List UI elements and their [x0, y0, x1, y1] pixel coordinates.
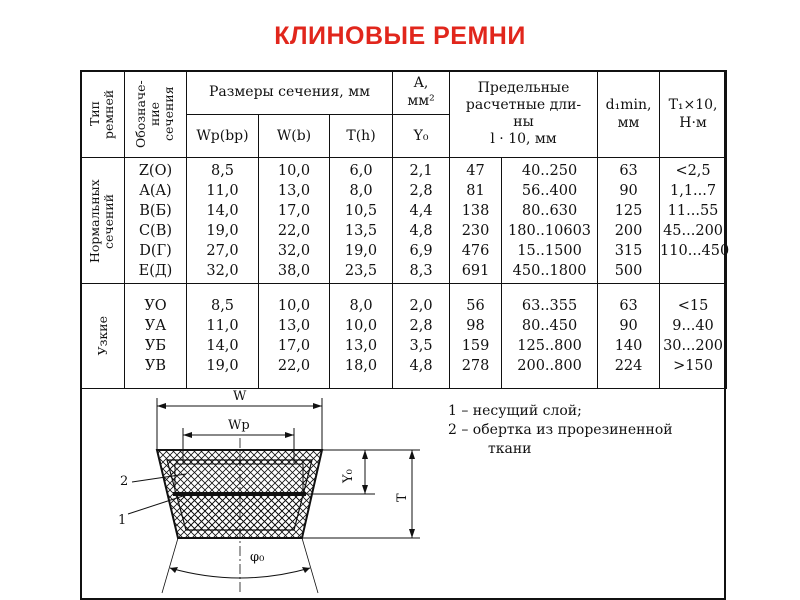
area-header-top: A, [413, 75, 429, 92]
table-cell: D(Г) [139, 242, 172, 259]
table-cell: 15..1500 [517, 242, 582, 259]
area-header [393, 71, 450, 115]
table-cell: 17,0 [277, 202, 311, 219]
table-cell: 4,8 [409, 358, 433, 374]
table-cell: A(A) [139, 182, 172, 199]
y0-label: Y₀ [341, 469, 356, 483]
wp-header: Wp(bp) [187, 114, 259, 158]
table-cell: 1,1...7 [669, 182, 717, 199]
table-cell: 159 [461, 338, 490, 354]
angle-ray-right [302, 538, 318, 593]
table-cell: 63 [619, 298, 638, 314]
table-cell: 13,5 [344, 222, 378, 239]
w-label: W [233, 389, 247, 404]
legend-item-1: 1 – несущий слой; [448, 403, 582, 419]
table-cell: 98 [466, 318, 485, 334]
length-header-line3: ны [513, 114, 534, 130]
table-cell: <15 [677, 298, 709, 314]
table-cell: 691 [461, 262, 490, 279]
table-cell: 22,0 [277, 358, 311, 374]
angle-ray-left [162, 538, 178, 593]
table-cell: 10,0 [277, 298, 311, 314]
table-cell: 23,5 [344, 262, 378, 279]
column-y0 [393, 284, 450, 389]
callout-2: 2 [120, 474, 129, 489]
table-cell: 32,0 [206, 262, 239, 279]
table-cell: 8,5 [210, 162, 235, 179]
table-cell: 63 [619, 162, 638, 179]
torque-header [660, 71, 727, 158]
column-t [330, 158, 393, 284]
table-cell: 9...40 [672, 318, 714, 334]
table-cell: 14,0 [206, 202, 239, 219]
table-cell: 56 [466, 298, 485, 314]
table-cell: 30...200 [663, 338, 724, 354]
table-cell: 476 [461, 242, 490, 259]
table-cell: 13,0 [277, 318, 311, 334]
table-cell: 230 [461, 222, 490, 239]
group-row-narrow [81, 284, 727, 389]
belt-cross-section-diagram [100, 378, 440, 600]
table-cell: 2,0 [409, 298, 433, 314]
table-cell: 2,8 [409, 182, 433, 199]
dmin-header-line2: мм [617, 115, 640, 131]
type-header-label: Тип ремней [86, 89, 116, 139]
length-header-line1: Предельные [477, 80, 570, 96]
table-cell: 180..10603 [508, 222, 592, 239]
column-w [259, 158, 330, 284]
table-cell: 80..630 [521, 202, 578, 219]
length-header-line2: расчетные дли- [465, 97, 582, 113]
table-cell: 125..800 [517, 338, 582, 354]
table-cell: 22,0 [277, 222, 311, 239]
table-cell: 13,0 [277, 182, 311, 199]
column-t [330, 284, 393, 389]
legend-item-2-cont: ткани [488, 441, 532, 457]
group-type-label: Узкие [94, 316, 110, 356]
torque-header-line1: T₁×10, [668, 97, 718, 113]
table-cell: 45...200 [663, 222, 724, 239]
column-t1 [660, 158, 730, 284]
table-cell: 2,8 [409, 318, 433, 334]
table-cell: 10,0 [277, 162, 311, 179]
table-cell: 4,8 [409, 222, 433, 239]
column-wp [187, 158, 259, 284]
table-cell: 138 [461, 202, 490, 219]
table-cell: Z(O) [138, 162, 173, 179]
table-cell: 10,5 [344, 202, 378, 219]
table-cell: 4,4 [409, 202, 433, 219]
table-cell: 19,0 [206, 222, 239, 239]
table-cell: 90 [619, 182, 638, 199]
table-cell: 19,0 [344, 242, 378, 259]
group-type-cell [81, 284, 125, 389]
table-cell: 315 [614, 242, 643, 259]
table-body [81, 158, 730, 389]
column-y0 [393, 158, 450, 284]
header-row-1 [81, 71, 727, 115]
dmin-header-line1: d₁min, [605, 97, 652, 113]
torque-header-line2: Н·м [679, 115, 707, 131]
table-cell: УА [144, 318, 167, 334]
table-cell: 6,0 [349, 162, 373, 179]
table-cell: B(Б) [139, 202, 172, 219]
table-cell: УБ [144, 338, 167, 354]
table-cell: 17,0 [277, 338, 311, 354]
length-header-line4: l · 10, мм [490, 131, 557, 147]
t-header: T(h) [330, 114, 393, 158]
table-cell: 8,3 [409, 262, 433, 279]
column-sec [125, 158, 187, 284]
table-cell: 8,0 [349, 298, 373, 314]
column-d [598, 284, 660, 389]
column-a [450, 284, 502, 389]
column-d [598, 158, 660, 284]
column-t1 [660, 284, 727, 389]
table-cell: 14,0 [206, 338, 239, 354]
table-cell: 11,0 [206, 318, 239, 334]
table-cell: 18,0 [344, 358, 378, 374]
table-cell: 200..800 [517, 358, 582, 374]
table-cell: 3,5 [409, 338, 433, 354]
group-row-normal [81, 158, 727, 284]
table-cell: >150 [673, 358, 713, 374]
figure-legend [448, 402, 673, 459]
table-cell: 2,1 [409, 162, 433, 179]
table-cell: 32,0 [277, 242, 311, 259]
table-cell: 81 [466, 182, 485, 199]
table-cell: 278 [461, 358, 490, 374]
table-cell: E(Д) [138, 262, 173, 279]
designation-header-label: Обозначе- ние сечения [132, 80, 176, 148]
table-cell: 125 [614, 202, 643, 219]
table-cell: 47 [466, 162, 485, 179]
table-cell: 38,0 [277, 262, 311, 279]
table-cell: 27,0 [206, 242, 239, 259]
table-cell: 6,9 [409, 242, 433, 259]
table-cell: 40..250 [521, 162, 578, 179]
table-cell: C(B) [138, 222, 173, 239]
wp-label: Wp [228, 418, 250, 433]
table-cell: 10,0 [344, 318, 378, 334]
group-type-label: Нормальных сечений [86, 178, 116, 263]
type-header [81, 71, 125, 158]
table-cell: 90 [619, 318, 638, 334]
table-cell: УО [144, 298, 167, 314]
column-l [502, 284, 598, 389]
table-cell [660, 261, 726, 281]
table-cell: <2,5 [675, 162, 711, 179]
column-a [450, 158, 502, 284]
table-cell: 224 [614, 358, 643, 374]
table-cell: 11...55 [667, 202, 719, 219]
column-wp [187, 284, 259, 389]
y0-header: Y₀ [393, 114, 450, 158]
table-cell: 63..355 [521, 298, 578, 314]
designation-header [125, 71, 187, 158]
belt-spec-table [80, 70, 730, 389]
group-type-cell [81, 158, 125, 284]
table-cell: 200 [614, 222, 643, 239]
column-l [502, 158, 598, 284]
w-header: W(b) [259, 114, 330, 158]
dims-header: Размеры сечения, мм [187, 71, 393, 115]
table-cell: 19,0 [206, 358, 239, 374]
area-header-unit: мм² [407, 93, 435, 110]
table-cell: 8,0 [349, 182, 373, 199]
callout-1: 1 [118, 513, 127, 528]
legend-item-2: 2 – обертка из прорезиненной [448, 422, 673, 438]
table-cell: 140 [614, 338, 643, 354]
table-cell: 8,5 [210, 298, 235, 314]
table-cell: 56..400 [521, 182, 578, 199]
table-cell: 13,0 [344, 338, 378, 354]
length-header [450, 71, 598, 158]
table-cell: 11,0 [206, 182, 239, 199]
table-cell: 450..1800 [512, 262, 587, 279]
angle-label: φ₀ [250, 550, 265, 565]
page-title: КЛИНОВЫЕ РЕМНИ [274, 22, 526, 50]
table-cell: 110...450 [660, 242, 730, 259]
table-cell: 500 [614, 262, 643, 279]
belt-cord-layer [175, 464, 303, 494]
dmin-header [598, 71, 660, 158]
column-w [259, 284, 330, 389]
column-sec [125, 284, 187, 389]
table-cell: 80..450 [521, 318, 578, 334]
t-label: T [395, 493, 410, 502]
table-cell: УВ [144, 358, 167, 374]
